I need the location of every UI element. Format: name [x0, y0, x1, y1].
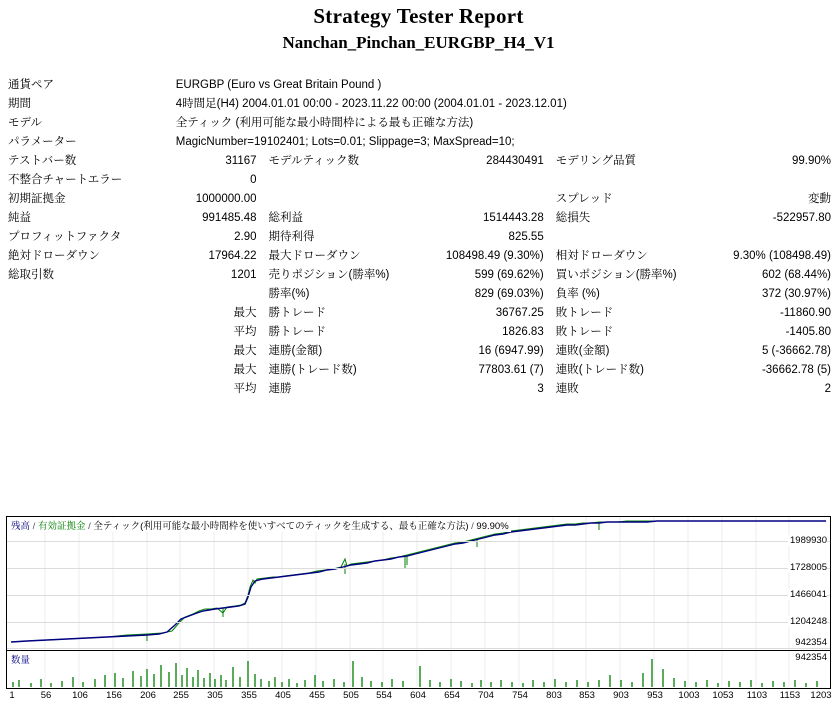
row-value-average-loss: -1405.80 [785, 325, 831, 338]
xtick-20: 1003 [678, 690, 700, 701]
row-value-parameters: MagicNumber=19102401; Lots=0.01; Slippage=3; MaxSpread=10; [175, 135, 515, 148]
xtick-7: 355 [241, 690, 257, 701]
row-value-expected-payoff: 825.55 [508, 230, 544, 243]
row-label-max-1: 最大 [233, 344, 257, 357]
row-label-profit-factor: プロフィットファクタ [8, 230, 122, 243]
row-value-model: 全ティック (利用可能な最小時間枠による最も正確な方法) [175, 116, 474, 129]
row-value-period: 4時間足(H4) 2004.01.01 00:00 - 2023.11.22 00:00 (2004.01.01 - 2023.12.01) [175, 97, 567, 110]
row-label-avg-consec-loss: 連敗 [555, 382, 579, 395]
row-value-consec-win-count: 77803.61 (7) [478, 363, 544, 376]
xtick-21: 1053 [712, 690, 734, 701]
xtick-18: 903 [613, 690, 629, 701]
table-row-profit-factor [0, 227, 837, 246]
row-label-quality: モデリング品質 [555, 154, 637, 167]
row-label-max-drawdown: 最大ドローダウン [268, 249, 361, 262]
table-row-initial-deposit [0, 189, 837, 208]
chart-legend: 残高 / 有効証拠金 / 全ティック(利用可能な最小時間枠を使いすべてのティックを生成する、最も正確な方法) / 99.90% [11, 518, 511, 532]
table-row-abs-drawdown [0, 246, 837, 265]
xtick-11: 554 [376, 690, 392, 701]
row-label-long-positions: 買いポジション(勝率%) [555, 268, 677, 281]
ytick-2: 1466041 [790, 589, 827, 600]
table-row-model [0, 113, 837, 132]
xtick-0: 1 [9, 690, 15, 701]
xtick-17: 853 [579, 690, 595, 701]
xtick-23: 1153 [779, 690, 801, 701]
ytick-0: 1989930 [790, 535, 827, 546]
row-value-total-trades: 1201 [230, 268, 257, 281]
row-value-consec-loss-money: 5 (-36662.78) [761, 344, 831, 357]
table-row-bars [0, 151, 837, 170]
xtick-24: 1203 [810, 690, 832, 701]
row-value-consec-loss-count: -36662.78 (5) [761, 363, 831, 376]
row-label-expected-payoff: 期待利得 [268, 230, 315, 243]
table-row-parameters [0, 132, 837, 151]
row-label-average: 平均 [233, 325, 257, 338]
ytick-3: 1204248 [790, 616, 827, 627]
row-label-period: 期間 [8, 97, 31, 110]
table-row-period [0, 94, 837, 113]
row-label-largest: 最大 [233, 306, 257, 319]
row-value-symbol: EURGBP (Euro vs Great Britain Pound ) [175, 78, 382, 91]
table-row-largest [0, 303, 837, 322]
xtick-6: 305 [207, 690, 223, 701]
ytick-4: 942354 [795, 637, 827, 648]
row-value-initial-deposit: 1000000.00 [195, 192, 257, 205]
row-value-long-positions: 602 (68.44%) [761, 268, 831, 281]
xtick-9: 455 [309, 690, 325, 701]
row-label-avg-consec-win: 連勝 [268, 382, 292, 395]
row-label-symbol: 通貨ペア [8, 78, 54, 91]
row-value-largest-win: 36767.25 [495, 306, 544, 319]
table-row-average [0, 322, 837, 341]
xtick-1: 56 [40, 690, 52, 701]
equity-plot [7, 517, 830, 650]
row-value-gross-profit: 1514443.28 [482, 211, 544, 224]
row-label-model: モデル [8, 116, 42, 129]
table-row-symbol [0, 75, 837, 94]
row-label-net-profit: 純益 [8, 211, 31, 224]
row-value-max-drawdown: 108498.49 (9.30%) [445, 249, 544, 262]
xtick-8: 405 [275, 690, 291, 701]
volume-plot [7, 651, 830, 687]
xtick-13: 654 [444, 690, 460, 701]
row-label-parameters: パラメーター [8, 135, 77, 148]
legend-equity: 有効証拠金 [37, 521, 86, 532]
row-value-net-profit: 991485.48 [202, 211, 257, 224]
page-subtitle: Nanchan_Pinchan_EURGBP_H4_V1 [282, 33, 555, 52]
row-label-bars: テストバー数 [8, 154, 77, 167]
report-table [0, 75, 837, 398]
table-row-max-consecutive-count [0, 360, 837, 379]
row-value-short-positions: 599 (69.62%) [474, 268, 544, 281]
row-label-spread: スプレッド [555, 192, 613, 205]
row-value-avg-consec-win: 3 [537, 382, 544, 395]
row-label-largest-loss: 敗トレード [555, 306, 614, 319]
row-label-consec-win-money: 連勝(金額) [268, 344, 323, 357]
page-title: Strategy Tester Report [313, 4, 524, 28]
row-label-consec-loss-count: 連敗(トレード数) [555, 363, 644, 376]
row-label-average-win: 勝トレード [268, 325, 327, 338]
xtick-4: 206 [140, 690, 156, 701]
volume-panel [6, 651, 831, 689]
row-value-consec-win-money: 16 (6947.99) [478, 344, 544, 357]
xtick-2: 106 [72, 690, 88, 701]
row-label-consec-loss-money: 連敗(金額) [555, 344, 610, 357]
row-label-abs-drawdown: 絶対ドローダウン [8, 249, 100, 262]
row-label-gross-loss: 総損失 [555, 211, 591, 224]
report-header [0, 0, 837, 53]
row-value-ticks: 284430491 [486, 154, 544, 167]
xtick-12: 604 [410, 690, 426, 701]
xtick-5: 255 [173, 690, 189, 701]
row-value-quality: 99.90% [791, 154, 831, 167]
row-label-profit-trades: 勝率(%) [268, 287, 310, 300]
table-row-net-profit [0, 208, 837, 227]
xtick-3: 156 [106, 690, 122, 701]
row-label-rel-drawdown: 相対ドローダウン [555, 249, 648, 262]
xtick-16: 803 [546, 690, 562, 701]
row-value-spread: 変動 [808, 192, 831, 205]
xtick-19: 953 [647, 690, 663, 701]
row-value-abs-drawdown: 17964.22 [208, 249, 257, 262]
volume-title: 数量 [11, 652, 30, 666]
ytick-1: 1728005 [790, 562, 827, 573]
xtick-15: 754 [512, 690, 528, 701]
row-value-profit-trades: 829 (69.03%) [474, 287, 544, 300]
row-label-ticks: モデルティック数 [268, 154, 360, 167]
row-value-loss-trades: 372 (30.97%) [761, 287, 831, 300]
row-label-consec-win-count: 連勝(トレード数) [268, 363, 357, 376]
table-row-avg-consecutive [0, 379, 837, 398]
legend-balance: 残高 [11, 521, 31, 532]
equity-chart [6, 516, 831, 712]
row-label-mismatch: 不整合チャートエラー [8, 173, 123, 186]
legend-quality: 99.90% [476, 521, 509, 532]
row-label-average-2: 平均 [233, 382, 257, 395]
xtick-22: 1103 [746, 690, 768, 701]
volume-ytick: 942354 [795, 652, 827, 663]
row-label-largest-win: 勝トレード [268, 306, 327, 319]
row-label-short-positions: 売りポジション(勝率%) [268, 268, 390, 281]
row-label-max-2: 最大 [233, 363, 257, 376]
row-value-average-win: 1826.83 [502, 325, 544, 338]
row-value-mismatch: 0 [250, 173, 257, 186]
row-value-gross-loss: -522957.80 [772, 211, 831, 224]
row-label-gross-profit: 総利益 [268, 211, 304, 224]
xtick-14: 704 [478, 690, 494, 701]
row-label-loss-trades: 負率 (%) [555, 287, 600, 300]
xtick-10: 505 [343, 690, 359, 701]
equity-panel [6, 516, 831, 651]
row-value-largest-loss: -11860.90 [780, 306, 831, 319]
row-label-initial-deposit: 初期証拠金 [8, 192, 66, 205]
row-label-average-loss: 敗トレード [555, 325, 614, 338]
legend-model: 全ティック(利用可能な最小時間枠を使いすべてのティックを生成する、最も正確な方法) [93, 521, 469, 532]
row-label-total-trades: 総取引数 [8, 268, 54, 281]
table-row-max-consecutive-money [0, 341, 837, 360]
table-row-win-rate [0, 284, 837, 303]
row-value-rel-drawdown: 9.30% (108498.49) [733, 249, 831, 262]
row-value-profit-factor: 2.90 [234, 230, 257, 243]
row-value-avg-consec-loss: 2 [824, 382, 831, 395]
table-row-mismatch [0, 170, 837, 189]
row-value-bars: 31167 [225, 154, 257, 167]
table-row-total-trades [0, 265, 837, 284]
x-axis [6, 689, 831, 703]
